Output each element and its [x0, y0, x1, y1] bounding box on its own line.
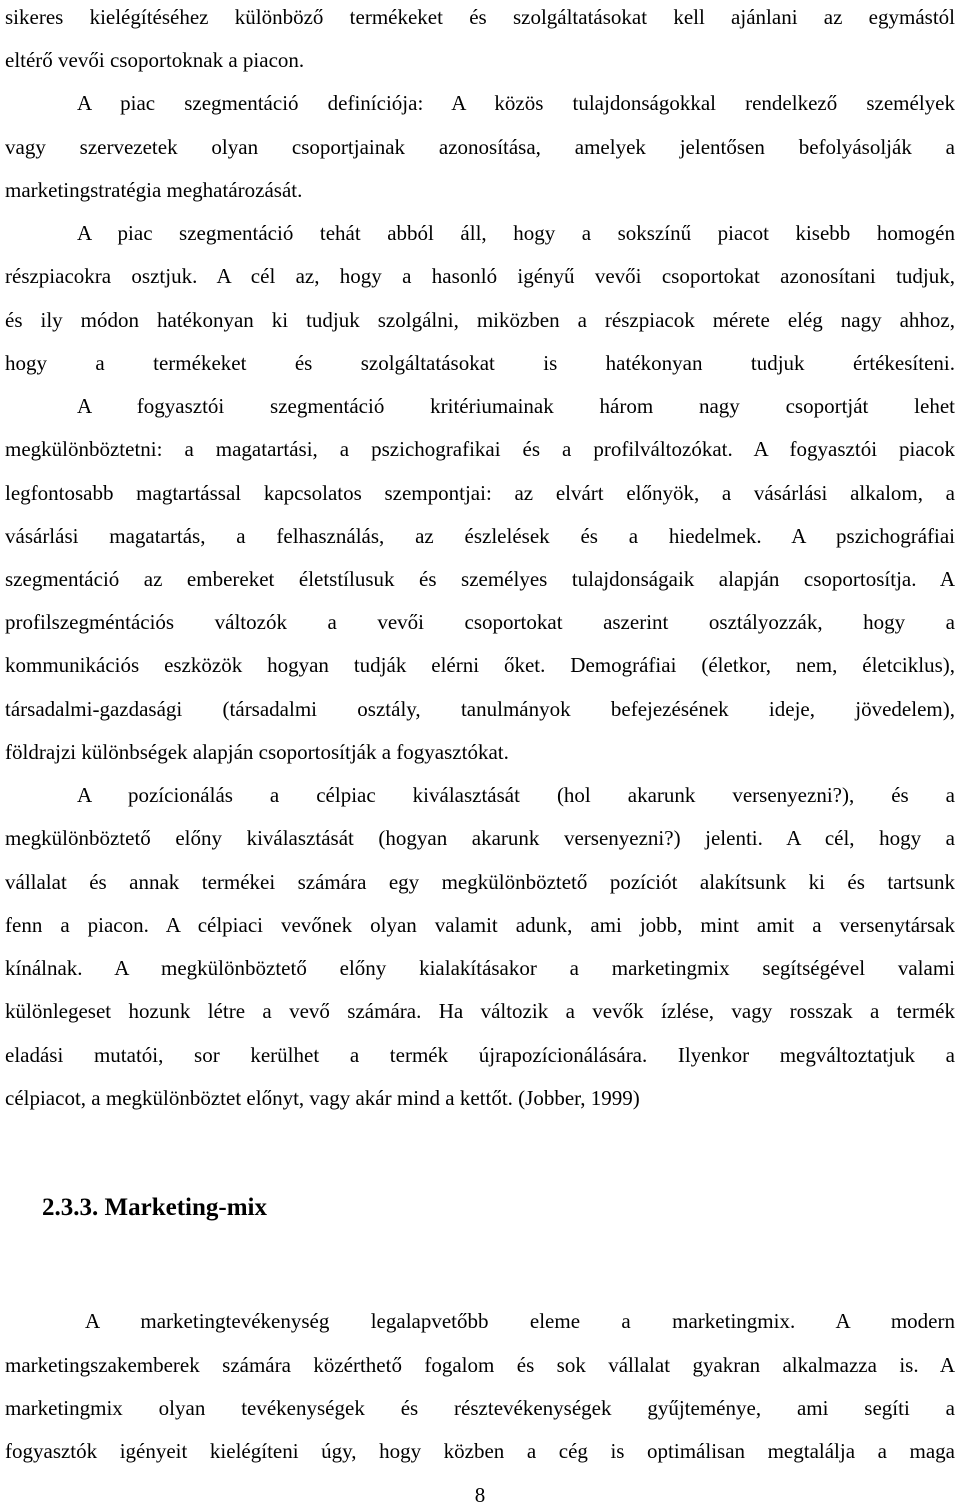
page-number: 8	[474, 1483, 486, 1507]
text-line: A piac szegmentáció definíciója: A közös tulajdonságokkal rendelkező személyek	[77, 91, 955, 115]
text-line: sikeres kielégítéséhez különböző termékeket és szolgáltatásokat kell ajánlani az egymástól	[5, 5, 955, 29]
text-line: legfontosabb magtartással kapcsolatos szempontjai: az elvárt előnyök, a vásárlási alkalom, a	[5, 481, 955, 505]
text-line: földrajzi különbségek alapján csoportosítják a fogyasztókat.	[5, 740, 509, 764]
text-line: megkülönböztetni: a magatartási, a pszichografikai és a profilváltozókat. A fogyasztói piacok	[5, 437, 955, 461]
text-line: A piac szegmentáció tehát abból áll, hogy a sokszínű piacot kisebb homogén	[77, 221, 955, 245]
text-line: vagy szervezetek olyan csoportjainak azonosítása, amelyek jelentősen befolyásolják a	[5, 135, 955, 159]
text-line: célpiacot, a megkülönböztet előnyt, vagy akár mind a kettőt. (Jobber, 1999)	[5, 1086, 640, 1110]
text-line: profilszegméntációs változók a vevői csoportokat aszerint osztályozzák, hogy a	[5, 610, 955, 634]
text-line: hogy a termékeket és szolgáltatásokat is hatékonyan tudjuk értékesíteni.	[5, 351, 955, 375]
text-line: marketingszakemberek számára közérthető fogalom és sok vállalat gyakran alkalmazza is. A	[5, 1353, 955, 1377]
text-line: megkülönböztető előny kiválasztását (hogyan akarunk versenyezni?) jelenti. A cél, hogy a	[5, 826, 955, 850]
text-line: fenn a piacon. A célpiaci vevőnek olyan valamit adunk, ami jobb, mint amit a versenytársak	[5, 913, 955, 937]
text-line: társadalmi-gazdasági (társadalmi osztály, tanulmányok befejezésének ideje, jövedelem),	[5, 697, 955, 721]
text-line: részpiacokra osztjuk. A cél az, hogy a hasonló igényű vevői csoportokat azonosítani tudjuk,	[5, 264, 955, 288]
text-line: marketingstratégia meghatározását.	[5, 178, 303, 202]
text-line: A pozícionálás a célpiac kiválasztását (hol akarunk versenyezni?), és a	[77, 783, 955, 807]
text-line: eladási mutatói, sor kerülhet a termék újrapozícionálására. Ilyenkor megváltoztatjuk a	[5, 1043, 955, 1067]
text-line: szegmentáció az embereket életstílusuk és személyes tulajdonságaik alapján csoportosítja. A	[5, 567, 955, 591]
text-line: vásárlási magatartás, a felhasználás, az észlelések és a hiedelmek. A pszichográfiai	[5, 524, 955, 548]
text-line: A fogyasztói szegmentáció kritériumainak három nagy csoportját lehet	[77, 394, 955, 418]
text-line: marketingmix olyan tevékenységek és résztevékenységek gyűjteménye, ami segíti a	[5, 1396, 955, 1420]
text-line: különlegeset hozunk létre a vevő számára. Ha változik a vevők ízlése, vagy rosszak a termék	[5, 999, 955, 1023]
text-line: és ily módon hatékonyan ki tudjuk szolgálni, miközben a részpiacok mérete elég nagy ahhoz,	[5, 308, 955, 332]
text-line: eltérő vevői csoportoknak a piacon.	[5, 48, 305, 72]
text-line: vállalat és annak termékei számára egy megkülönböztető pozíciót alakítsunk ki és tartsunk	[5, 870, 955, 894]
section-heading: 2.3.3. Marketing-mix	[42, 1194, 267, 1221]
text-line: kommunikációs eszközök hogyan tudják elérni őket. Demográfiai (életkor, nem, életciklus),	[5, 653, 955, 677]
text-line: A marketingtevékenység legalapvetőbb eleme a marketingmix. A modern	[85, 1309, 955, 1333]
text-line: kínálnak. A megkülönböztető előny kialakításakor a marketingmix segítségével valami	[5, 956, 955, 980]
text-line: fogyasztók igényeit kielégíteni úgy, hogy közben a cég is optimálisan megtalálja a maga	[5, 1439, 955, 1463]
